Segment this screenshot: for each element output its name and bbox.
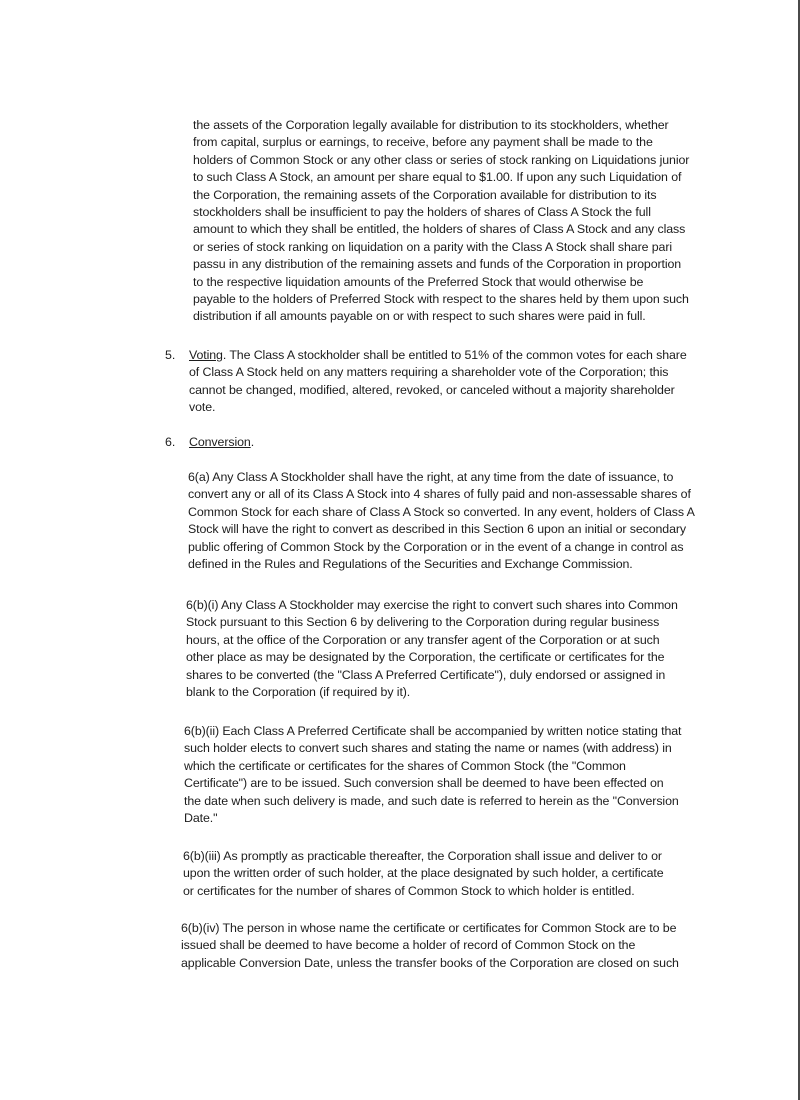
text-line: upon the written order of such holder, at the place designated by such holder, a certificate: [183, 866, 664, 881]
text-line: or series of stock ranking on liquidation on a parity with the Class A Stock shall share pari: [193, 239, 673, 254]
conversion-heading: Conversion: [189, 435, 251, 449]
text-line: Stock will have the right to convert as described in this Section 6 upon an initial or secondary: [188, 522, 687, 537]
voting-text-start: . The Class A stockholder shall be entitled to 51% of the common votes for each share: [222, 348, 687, 362]
text-line: from capital, surplus or earnings, to receive, before any payment shall be made to the: [193, 135, 653, 150]
liquidation-paragraph: [193, 117, 689, 326]
text-line: issued shall be deemed to have become a holder of record of Common Stock on the: [181, 938, 636, 953]
text-line: holders of Common Stock or any other class or series of stock ranking on Liquidations junior: [193, 152, 690, 167]
text-line: hours, at the office of the Corporation or any transfer agent of the Corporation or at such: [186, 632, 660, 647]
paragraph-6b-iv: [181, 920, 679, 972]
text-line: of Class A Stock held on any matters requiring a shareholder vote of the Corporation; this: [189, 365, 669, 380]
text-line: the date when such delivery is made, and such date is referred to herein as the "Conversion: [184, 793, 679, 808]
text-line: 6(b)(iv) The person in whose name the certificate or certificates for Common Stock are to be: [181, 921, 677, 935]
text-line: defined in the Rules and Regulations of the Securities and Exchange Commission.: [188, 557, 633, 572]
text-line: or certificates for the number of shares of Common Stock to which holder is entitled.: [183, 883, 635, 898]
section-5-voting: [189, 347, 687, 417]
text-line: applicable Conversion Date, unless the transfer books of the Corporation are closed on such: [181, 955, 679, 970]
text-line: Date.": [184, 811, 218, 826]
text-line: stockholders shall be insufficient to pay the holders of shares of Class A Stock the full: [193, 205, 651, 220]
text-line: passu in any distribution of the remaining assets and funds of the Corporation in proportion: [193, 257, 682, 272]
text-line: other place as may be designated by the Corporation, the certificate or certificates for the: [186, 650, 665, 665]
text-line: such holder elects to convert such shares and stating the name or names (with address) in: [184, 741, 672, 756]
paragraph-6b-ii: [184, 723, 681, 827]
paragraph-6b-iii: [183, 848, 664, 900]
text-line: 6(b)(i) Any Class A Stockholder may exercise the right to convert such shares into Common: [186, 598, 678, 612]
text-line: the Corporation, the remaining assets of the Corporation available for distribution to its: [193, 187, 657, 202]
section-6-heading: Conversion.: [189, 435, 255, 449]
text-line: 6(a) Any Class A Stockholder shall have the right, at any time from the date of issuance, to: [188, 470, 674, 484]
text-line: the assets of the Corporation legally available for distribution to its stockholders, whether: [193, 118, 669, 132]
text-line: blank to the Corporation (if required by it).: [186, 685, 411, 700]
section-6-number: 6.: [165, 435, 176, 449]
text-line: which the certificate or certificates for the shares of Common Stock (the "Common: [184, 758, 626, 773]
text-line: distribution if all amounts payable on or with respect to such shares were paid in full.: [193, 309, 646, 324]
text-line: to the respective liquidation amounts of the Preferred Stock that would otherwise be: [193, 274, 644, 289]
text-line: public offering of Common Stock by the Corporation or in the event of a change in control as: [188, 539, 684, 554]
text-line: amount to which they shall be entitled, the holders of shares of Class A Stock and any class: [193, 222, 686, 237]
text-line: Stock pursuant to this Section 6 by delivering to the Corporation during regular business: [186, 615, 660, 630]
text-line: 6(b)(ii) Each Class A Preferred Certificate shall be accompanied by written notice stating that: [184, 724, 682, 738]
text-line: 6(b)(iii) As promptly as practicable thereafter, the Corporation shall issue and deliver to or: [183, 849, 662, 863]
text-line: Certificate") are to be issued. Such conversion shall be deemed to have been effected on: [184, 776, 664, 791]
text-line: payable to the holders of Preferred Stock with respect to the shares held by them upon such: [193, 292, 689, 307]
voting-heading: Voting: [189, 348, 223, 362]
text-line: convert any or all of its Class A Stock into 4 shares of fully paid and non-assessable shares of: [188, 487, 691, 502]
text-line: shares to be converted (the "Class A Preferred Certificate"), duly endorsed or assigned in: [186, 667, 666, 682]
paragraph-6b-i: [186, 597, 678, 701]
section-5-number: 5.: [165, 348, 176, 362]
paragraph-6a: [188, 469, 695, 573]
text-line: to such Class A Stock, an amount per share equal to $1.00. If upon any such Liquidation of: [193, 170, 682, 185]
text-line: vote.: [189, 400, 216, 415]
text-line: [189, 347, 687, 364]
text-line: Common Stock for each share of Class A Stock so converted. In any event, holders of Class A: [188, 504, 695, 519]
text-line: cannot be changed, modified, altered, revoked, or canceled without a majority shareholder: [189, 382, 675, 397]
